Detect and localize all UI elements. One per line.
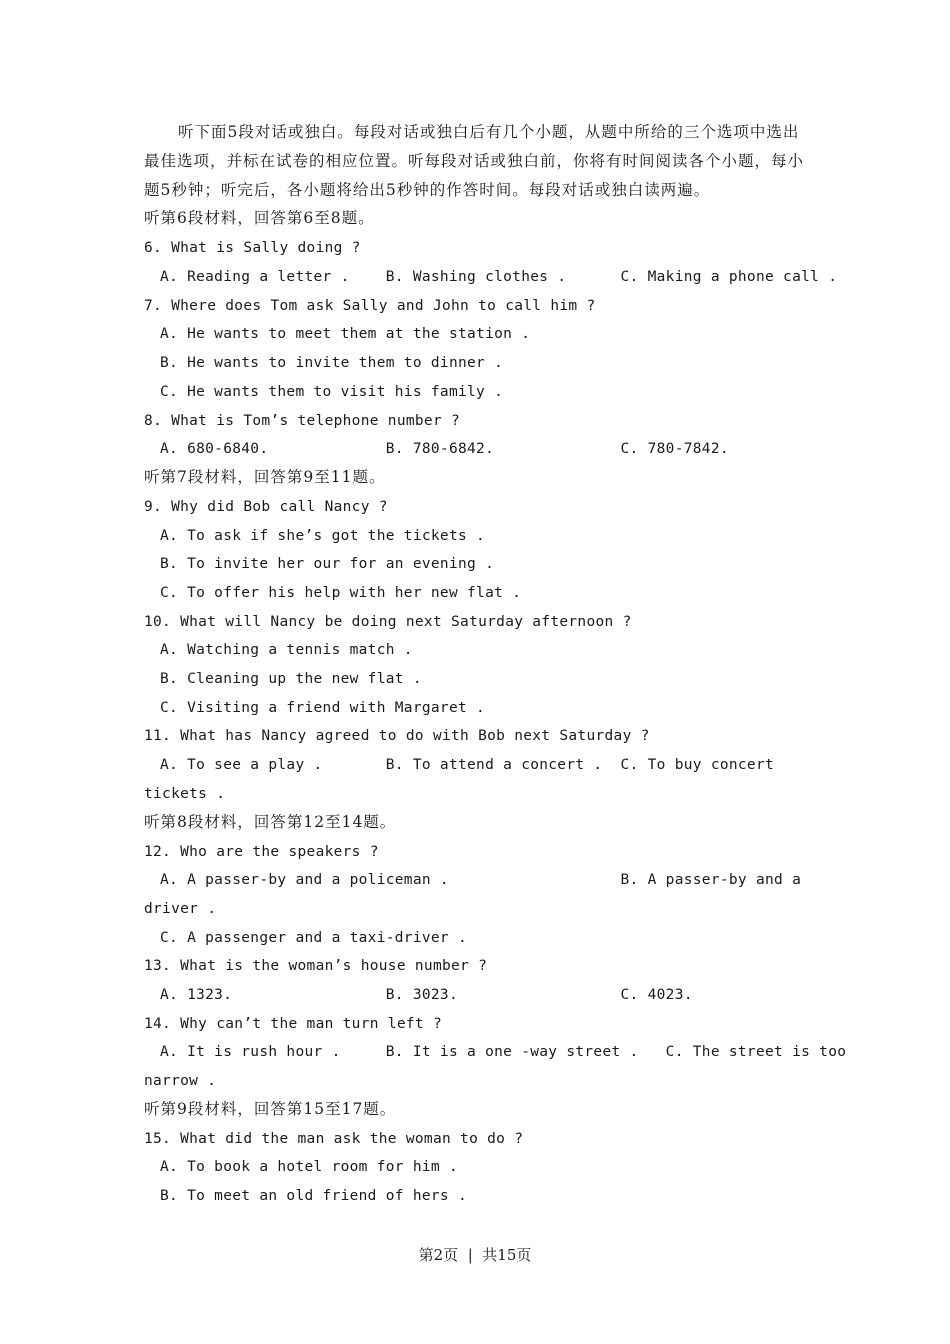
page-footer: 第2页 | 共15页 bbox=[418, 1246, 532, 1264]
question-7-option-b: B. He wants to invite them to dinner . bbox=[160, 355, 504, 371]
question-9-option-b: B. To invite her our for an evening . bbox=[160, 556, 495, 572]
question-6-options: A. Reading a letter . B. Washing clothes . C. Making a phone call . bbox=[160, 269, 838, 285]
section-heading-7: 听第7段材料，回答第9至11题。 bbox=[144, 468, 386, 486]
question-15-option-b: B. To meet an old friend of hers . bbox=[160, 1188, 468, 1204]
question-12: 12. Who are the speakers ? bbox=[144, 844, 379, 860]
question-13: 13. What is the woman’s house number ? bbox=[144, 958, 488, 974]
question-12-options-wrap: driver . bbox=[144, 901, 217, 917]
question-11: 11. What has Nancy agreed to do with Bob next Saturday ? bbox=[144, 728, 650, 744]
question-8: 8. What is Tom’s telephone number ? bbox=[144, 413, 461, 429]
section-heading-8: 听第8段材料，回答第12至14题。 bbox=[144, 813, 397, 831]
question-14-options-wrap: narrow . bbox=[144, 1073, 217, 1089]
question-13-options: A. 1323. B. 3023. C. 4023. bbox=[160, 987, 693, 1003]
question-8-options: A. 680-6840. B. 780-6842. C. 780-7842. bbox=[160, 441, 729, 457]
intro-line-1: 听下面5段对话或独白。每段对话或独白后有几个小题，从题中所给的三个选项中选出 bbox=[178, 123, 800, 141]
question-15: 15. What did the man ask the woman to do ? bbox=[144, 1131, 524, 1147]
section-heading-6: 听第6段材料，回答第6至8题。 bbox=[144, 209, 375, 227]
intro-line-2: 最佳选项，并标在试卷的相应位置。听每段对话或独白前，你将有时间阅读各个小题，每小 bbox=[144, 152, 805, 170]
question-10-option-a: A. Watching a tennis match . bbox=[160, 642, 413, 658]
question-9-option-a: A. To ask if she’s got the tickets . bbox=[160, 528, 486, 544]
question-10-option-b: B. Cleaning up the new flat . bbox=[160, 671, 422, 687]
question-14-options: A. It is rush hour . B. It is a one -way street . C. The street is too bbox=[160, 1044, 847, 1060]
question-6: 6. What is Sally doing ? bbox=[144, 240, 361, 256]
question-12-option-c: C. A passenger and a taxi-driver . bbox=[160, 930, 468, 946]
question-11-options: A. To see a play . B. To attend a concert . C. To buy concert bbox=[160, 757, 775, 773]
question-7-option-a: A. He wants to meet them at the station . bbox=[160, 326, 531, 342]
question-7-option-c: C. He wants them to visit his family . bbox=[160, 384, 504, 400]
question-9: 9. Why did Bob call Nancy ? bbox=[144, 499, 388, 515]
question-7: 7. Where does Tom ask Sally and John to call him ? bbox=[144, 298, 596, 314]
question-11-options-wrap: tickets . bbox=[144, 786, 226, 802]
section-heading-9: 听第9段材料，回答第15至17题。 bbox=[144, 1100, 397, 1118]
question-12-options: A. A passer-by and a policeman . B. A passer-by and a bbox=[160, 872, 802, 888]
intro-line-3: 题5秒钟；听完后，各小题将给出5秒钟的作答时间。每段对话或独白读两遍。 bbox=[144, 181, 711, 199]
question-15-option-a: A. To book a hotel room for him . bbox=[160, 1159, 458, 1175]
question-9-option-c: C. To offer his help with her new flat . bbox=[160, 585, 522, 601]
question-10-option-c: C. Visiting a friend with Margaret . bbox=[160, 700, 486, 716]
question-14: 14. Why can’t the man turn left ? bbox=[144, 1016, 442, 1032]
question-10: 10. What will Nancy be doing next Saturday afternoon ? bbox=[144, 614, 632, 630]
